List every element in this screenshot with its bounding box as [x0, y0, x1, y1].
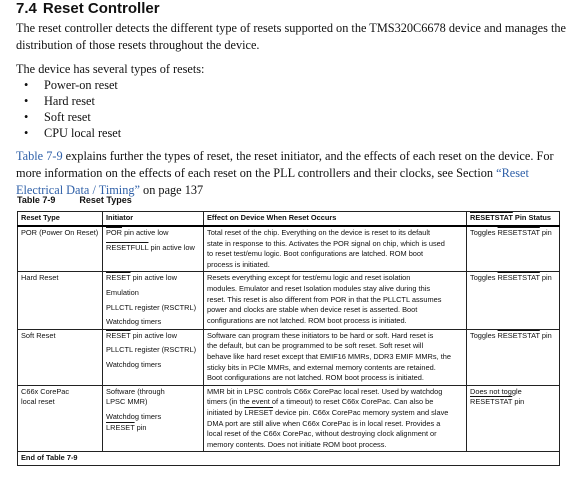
table-row	[18, 385, 560, 452]
cell-effect: Software can program these initiators to be hard or soft. Hard reset is the default, but can be programmed to be soft reset. Soft reset will behave like hard reset except that EMIF16 MMRs, DDR3 EMIF MMRs, the sticky bits in PCIe MMRs, and external memory contents are retained. Boot configurations are not latched. ROM boot process is initiated.	[204, 329, 467, 385]
table-row	[18, 226, 560, 272]
cell-effect: MMR bit in LPSC controls C66x CorePac local reset. Used by watchdog timers (in the event of a timeout) to reset C66x CorePac. Can also be initiated by LRESET device pin. C66x CorePac memory system and slave DMA port are still alive when C66x CorePac is in local reset. Provides a local reset of the C66x CorePac, without destroying clock alignment or memory contents. Does not initiate ROM boot process.	[204, 385, 467, 452]
list-item: • Soft reset	[24, 110, 91, 124]
header-pin-status: RESETSTAT Pin Status	[467, 212, 560, 227]
section-link[interactable]: “Reset Electrical Data / Timing”	[16, 166, 529, 197]
header-reset-type: Reset Type	[18, 212, 103, 227]
cell-pin-status: Toggles RESETSTAT pin	[467, 329, 560, 385]
cell-reset-type: Soft Reset	[18, 329, 103, 385]
cell-pin-status: Does not toggle RESETSTAT pin	[467, 385, 560, 452]
list-item: • Hard reset	[24, 94, 95, 108]
cell-reset-type: POR (Power On Reset)	[18, 226, 103, 272]
header-initiator: Initiator	[103, 212, 204, 227]
table-footer-row	[18, 452, 560, 466]
table-footer: End of Table 7-9	[18, 452, 560, 466]
reset-types-table	[17, 211, 560, 466]
list-item: • CPU local reset	[24, 126, 122, 140]
types-intro: The device has several types of resets:	[16, 62, 205, 76]
cell-effect: Total reset of the chip. Everything on the device is reset to its default state in response to this. Activates the POR signal on chip, which is used to reset test/emu logic. Boot configurations are latched. ROM boot process is initiated.	[204, 226, 467, 272]
table-row	[18, 329, 560, 385]
reset-types-list	[16, 77, 121, 141]
list-item: • Power-on reset	[24, 78, 118, 92]
header-effect: Effect on Device When Reset Occurs	[204, 212, 467, 227]
cell-reset-type: Hard Reset	[18, 272, 103, 329]
cell-initiator: RESET pin active low PLLCTL register (RSCTRL) Watchdog timers	[103, 329, 204, 385]
cell-effect: Resets everything except for test/emu logic and reset isolation modules. Emulator and reset Isolation modules stay alive during this reset. This reset is also different from POR in that the PLLCTL assumes power and clocks are stable when device reset is asserted. Boot configurations are not latched. ROM boot process is initiated.	[204, 272, 467, 329]
bullet-icon: •	[24, 126, 29, 140]
intro-paragraph: The reset controller detects the different type of resets supported on the TMS320C6678 device and manages the distribution of those resets throughout the device.	[16, 21, 567, 52]
section-title: Reset Controller	[42, 0, 160, 17]
cell-pin-status: Toggles RESETSTAT pin	[467, 226, 560, 272]
cell-initiator: RESET pin active low Emulation PLLCTL register (RSCTRL) Watchdog timers	[103, 272, 204, 329]
table-caption-id: Table 7-9	[17, 195, 56, 205]
table-row	[18, 272, 560, 329]
cell-initiator: $\overline{POR}$ pin active low RESETFULL pin active low	[103, 226, 204, 272]
bullet-icon: •	[24, 94, 29, 108]
section-number: 7.4	[16, 0, 37, 17]
reference-paragraph: Table 7-9 explains further the types of reset, the reset initiator, and the effects of each reset on the device. For more information on the effects of each reset on the PLL controllers and their clocks, see Section “Reset Electrical Data / Timing” on page 137	[16, 149, 554, 197]
cell-reset-type: C66x CorePac local reset	[18, 385, 103, 452]
cell-initiator: Software (through LPSC MMR) Watchdog timers LRESET pin	[103, 385, 204, 452]
table-header-row	[18, 212, 560, 227]
table-caption-title: Reset Types	[79, 195, 132, 205]
table-link[interactable]: Table 7-9	[16, 149, 63, 163]
cell-pin-status: Toggles RESETSTAT pin	[467, 272, 560, 329]
bullet-icon: •	[24, 110, 29, 124]
section-heading	[16, 0, 160, 17]
bullet-icon: •	[24, 78, 29, 92]
table-caption	[17, 195, 132, 205]
